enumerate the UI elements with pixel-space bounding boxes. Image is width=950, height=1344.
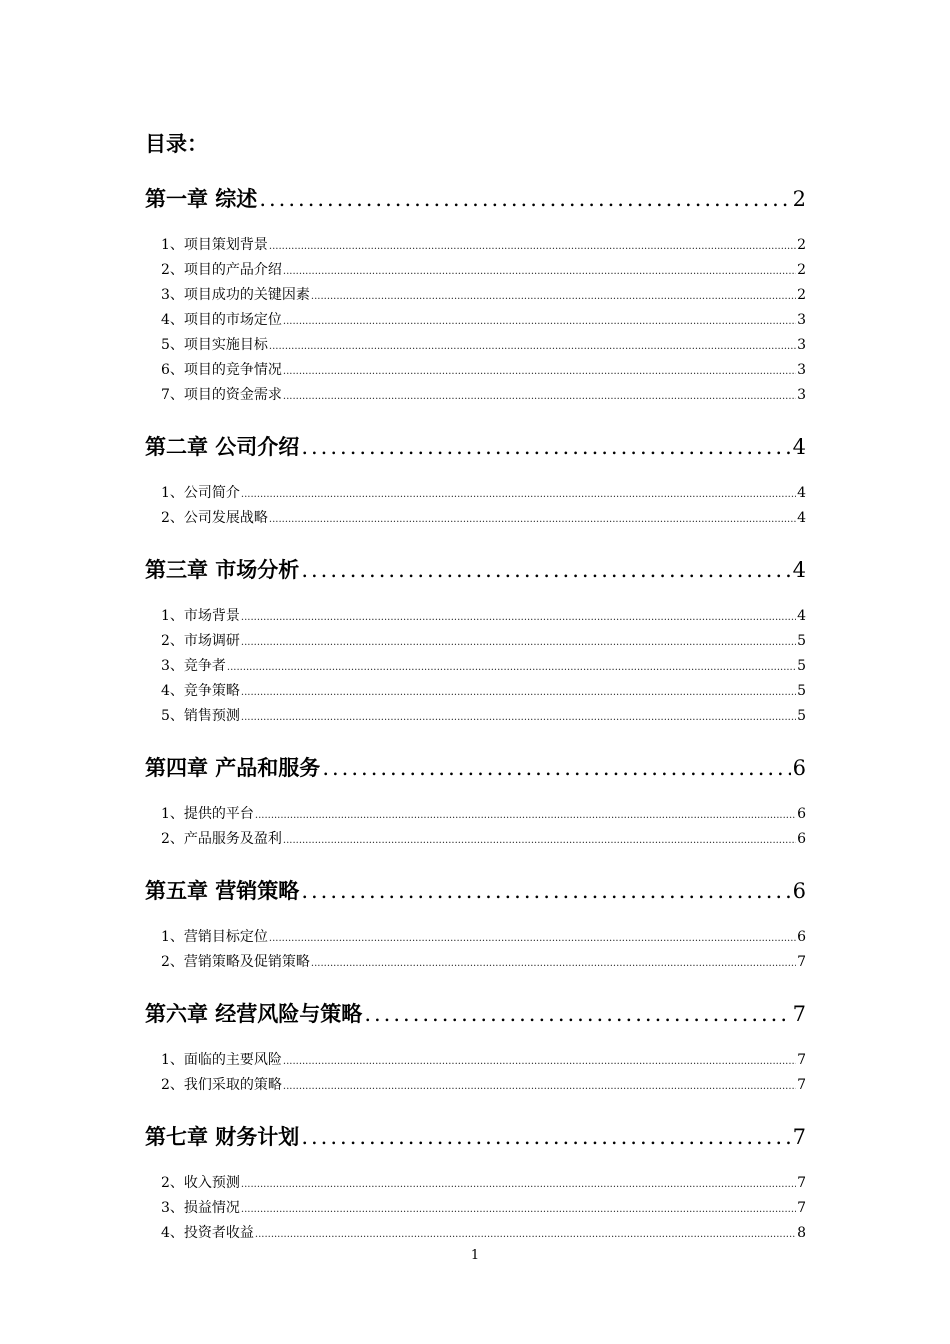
dot-leader bbox=[283, 266, 796, 277]
toc-entry[interactable] bbox=[161, 926, 806, 951]
dot-leader bbox=[364, 1002, 790, 1026]
toc-entry[interactable] bbox=[161, 359, 806, 384]
entry-page-number: 3 bbox=[797, 312, 806, 328]
toc-entry[interactable] bbox=[161, 605, 806, 630]
chapter-title: 第七章 财务计划 bbox=[145, 1124, 300, 1149]
chapter-entries bbox=[145, 912, 806, 998]
toc-entry[interactable] bbox=[161, 1074, 806, 1099]
dot-leader bbox=[322, 756, 790, 780]
toc-entry[interactable] bbox=[161, 828, 806, 853]
entry-title: 1、营销目标定位 bbox=[161, 929, 268, 945]
entry-page-number: 3 bbox=[797, 362, 806, 378]
toc-entry[interactable] bbox=[161, 1197, 806, 1222]
entry-page-number: 6 bbox=[797, 806, 806, 822]
entry-page-number: 7 bbox=[797, 1175, 806, 1191]
entry-title: 5、项目实施目标 bbox=[161, 337, 268, 353]
chapter-title: 第五章 营销策略 bbox=[145, 878, 300, 903]
toc-chapter[interactable] bbox=[145, 431, 806, 468]
entry-title: 5、销售预测 bbox=[161, 708, 240, 724]
toc-entry[interactable] bbox=[161, 630, 806, 655]
entry-page-number: 2 bbox=[797, 287, 806, 303]
toc-entry[interactable] bbox=[161, 309, 806, 334]
toc-entry[interactable] bbox=[161, 951, 806, 976]
chapter-entries bbox=[145, 789, 806, 875]
dot-leader bbox=[311, 291, 796, 302]
entry-page-number: 7 bbox=[797, 1200, 806, 1216]
toc-entry[interactable] bbox=[161, 234, 806, 259]
dot-leader bbox=[241, 612, 796, 623]
toc-entry[interactable] bbox=[161, 1049, 806, 1074]
chapter-page-number: 6 bbox=[792, 756, 806, 780]
toc-title: 目录： bbox=[145, 131, 208, 156]
entry-page-number: 2 bbox=[797, 262, 806, 278]
entry-title: 3、项目成功的关键因素 bbox=[161, 287, 310, 303]
entry-page-number: 6 bbox=[797, 831, 806, 847]
entry-title: 2、产品服务及盈利 bbox=[161, 831, 282, 847]
chapter-page-number: 2 bbox=[792, 187, 806, 211]
dot-leader bbox=[255, 810, 796, 821]
dot-leader bbox=[301, 879, 790, 903]
chapter-entries bbox=[145, 1035, 806, 1121]
entry-page-number: 7 bbox=[797, 1077, 806, 1093]
dot-leader bbox=[301, 435, 790, 459]
dot-leader bbox=[283, 316, 796, 327]
entry-title: 4、竞争策略 bbox=[161, 683, 240, 699]
entry-page-number: 4 bbox=[797, 608, 806, 624]
entry-page-number: 8 bbox=[797, 1225, 806, 1241]
toc-chapter[interactable] bbox=[145, 183, 806, 220]
entry-page-number: 6 bbox=[797, 929, 806, 945]
toc-chapter[interactable] bbox=[145, 875, 806, 912]
toc-entry[interactable] bbox=[161, 803, 806, 828]
entry-page-number: 5 bbox=[797, 658, 806, 674]
chapter-page-number: 7 bbox=[792, 1002, 806, 1026]
dot-leader bbox=[283, 366, 796, 377]
dot-leader bbox=[259, 187, 790, 211]
entry-title: 1、提供的平台 bbox=[161, 806, 254, 822]
dot-leader bbox=[255, 1229, 796, 1240]
chapter-title: 第二章 公司介绍 bbox=[145, 434, 300, 459]
entry-title: 2、项目的产品介绍 bbox=[161, 262, 282, 278]
toc-entry[interactable] bbox=[161, 482, 806, 507]
entry-page-number: 4 bbox=[797, 485, 806, 501]
dot-leader bbox=[269, 241, 796, 252]
dot-leader bbox=[241, 687, 796, 698]
toc-chapter[interactable] bbox=[145, 1121, 806, 1158]
chapter-entries bbox=[145, 591, 806, 752]
dot-leader bbox=[283, 835, 796, 846]
entry-title: 2、公司发展战略 bbox=[161, 510, 268, 526]
dot-leader bbox=[241, 1179, 796, 1190]
entry-title: 2、收入预测 bbox=[161, 1175, 240, 1191]
entry-title: 2、营销策略及促销策略 bbox=[161, 954, 310, 970]
dot-leader bbox=[241, 489, 796, 500]
entry-title: 1、公司简介 bbox=[161, 485, 240, 501]
entry-title: 6、项目的竞争情况 bbox=[161, 362, 282, 378]
entry-page-number: 7 bbox=[797, 954, 806, 970]
entry-page-number: 4 bbox=[797, 510, 806, 526]
entry-title: 3、竞争者 bbox=[161, 658, 226, 674]
entry-title: 4、项目的市场定位 bbox=[161, 312, 282, 328]
chapter-title: 第四章 产品和服务 bbox=[145, 755, 321, 780]
entry-page-number: 3 bbox=[797, 337, 806, 353]
dot-leader bbox=[269, 514, 796, 525]
chapter-page-number: 6 bbox=[792, 879, 806, 903]
dot-leader bbox=[269, 933, 796, 944]
toc-entry[interactable] bbox=[161, 384, 806, 409]
dot-leader bbox=[283, 391, 796, 402]
dot-leader bbox=[269, 341, 796, 352]
entry-title: 1、项目策划背景 bbox=[161, 237, 268, 253]
entry-page-number: 5 bbox=[797, 708, 806, 724]
dot-leader bbox=[283, 1081, 796, 1092]
chapter-entries bbox=[145, 468, 806, 554]
dot-leader bbox=[301, 1125, 790, 1149]
chapter-page-number: 4 bbox=[792, 435, 806, 459]
entry-page-number: 5 bbox=[797, 633, 806, 649]
entry-title: 1、市场背景 bbox=[161, 608, 240, 624]
entry-title: 1、面临的主要风险 bbox=[161, 1052, 282, 1068]
chapter-title: 第一章 综述 bbox=[145, 186, 258, 211]
toc-entry[interactable] bbox=[161, 705, 806, 730]
dot-leader bbox=[283, 1056, 796, 1067]
entry-title: 4、投资者收益 bbox=[161, 1225, 254, 1241]
page-number: 1 bbox=[470, 1248, 480, 1263]
dot-leader bbox=[241, 712, 796, 723]
chapter-page-number: 4 bbox=[792, 558, 806, 582]
entry-page-number: 7 bbox=[797, 1052, 806, 1068]
chapter-title: 第三章 市场分析 bbox=[145, 557, 300, 582]
table-of-contents bbox=[145, 183, 806, 1269]
chapter-page-number: 7 bbox=[792, 1125, 806, 1149]
entry-page-number: 5 bbox=[797, 683, 806, 699]
toc-entry[interactable] bbox=[161, 284, 806, 309]
entry-title: 3、损益情况 bbox=[161, 1200, 240, 1216]
dot-leader bbox=[241, 637, 796, 648]
toc-entry[interactable] bbox=[161, 334, 806, 359]
entry-title: 7、项目的资金需求 bbox=[161, 387, 282, 403]
toc-entry[interactable] bbox=[161, 1222, 806, 1247]
entry-page-number: 3 bbox=[797, 387, 806, 403]
entry-page-number: 2 bbox=[797, 237, 806, 253]
dot-leader bbox=[227, 662, 796, 673]
chapter-entries bbox=[145, 220, 806, 431]
toc-chapter[interactable] bbox=[145, 554, 806, 591]
dot-leader bbox=[311, 958, 796, 969]
entry-title: 2、我们采取的策略 bbox=[161, 1077, 282, 1093]
entry-title: 2、市场调研 bbox=[161, 633, 240, 649]
toc-chapter[interactable] bbox=[145, 998, 806, 1035]
dot-leader bbox=[241, 1204, 796, 1215]
toc-entry[interactable] bbox=[161, 655, 806, 680]
chapter-title: 第六章 经营风险与策略 bbox=[145, 1001, 363, 1026]
toc-entry[interactable] bbox=[161, 259, 806, 284]
dot-leader bbox=[301, 558, 790, 582]
toc-chapter[interactable] bbox=[145, 752, 806, 789]
toc-entry[interactable] bbox=[161, 680, 806, 705]
toc-entry[interactable] bbox=[161, 1172, 806, 1197]
toc-entry[interactable] bbox=[161, 507, 806, 532]
